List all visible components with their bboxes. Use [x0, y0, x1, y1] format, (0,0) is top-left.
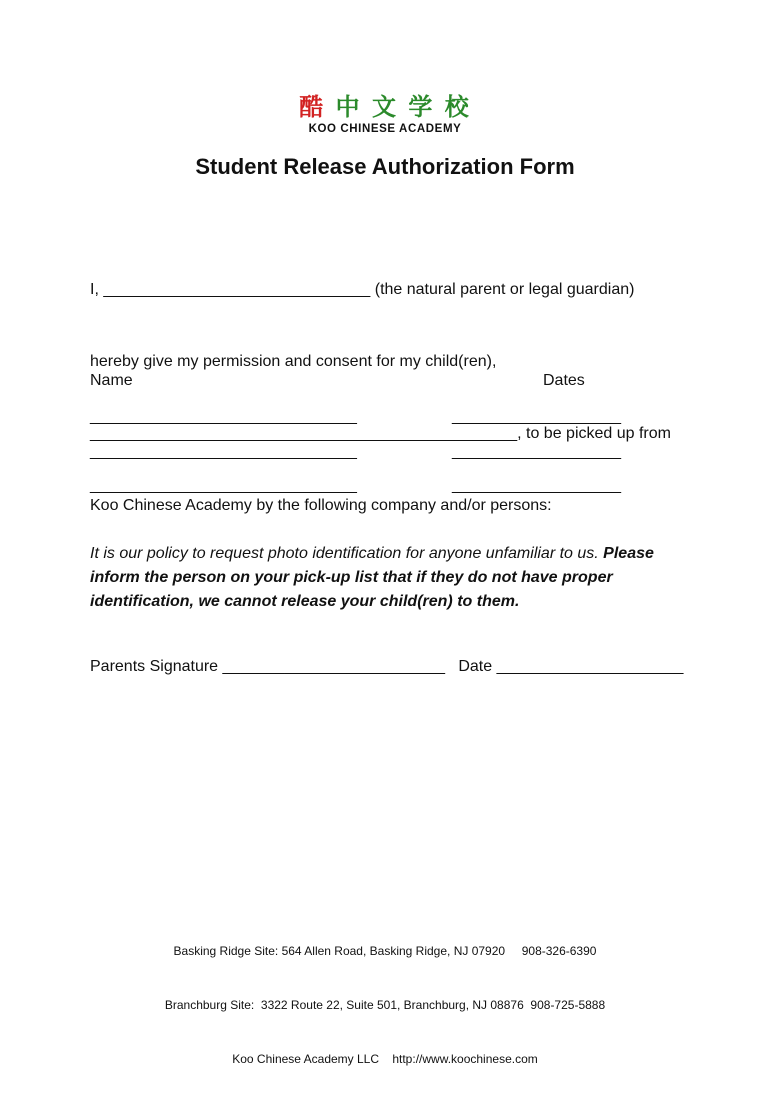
- footer-line-company: Koo Chinese Academy LLC http://www.koochinese.com: [232, 1052, 538, 1066]
- intro-line: I, ______________________________ (the natural parent or legal guardian): [90, 281, 635, 298]
- date-blank-line-2[interactable]: ___________________: [452, 443, 622, 460]
- logo-chinese-name: [0, 92, 770, 122]
- intro-line: hereby give my permission and consent for my child(ren),: [90, 353, 497, 370]
- intro-line: Koo Chinese Academy by the following company and/or persons:: [90, 497, 552, 514]
- footer-contact: [0, 906, 770, 1104]
- logo-english-name: KOO CHINESE ACADEMY: [308, 123, 462, 135]
- photo-id-policy: [90, 542, 690, 614]
- intro-paragraph: [90, 230, 690, 566]
- dates-column-heading: Dates: [543, 372, 585, 389]
- name-blank-line-2[interactable]: ______________________________: [90, 443, 357, 460]
- form-title: Student Release Authorization Form: [195, 154, 575, 179]
- signature-date-line[interactable]: Parents Signature _________________________ Date _____________________: [90, 658, 684, 675]
- name-blank-line-1[interactable]: ______________________________: [90, 408, 357, 425]
- logo-character-koo: 酷: [299, 93, 326, 121]
- name-column-heading: Name: [90, 372, 133, 389]
- date-blank-line-3[interactable]: ___________________: [452, 477, 622, 494]
- policy-italic-text: It is our policy to request photo identification for anyone unfamiliar to us.: [90, 545, 604, 562]
- policy-bold-text: Please inform the person on your pick-up list that if they do not have proper identification, we cannot release your child(ren) to them.: [90, 545, 654, 610]
- footer-line-basking-ridge: Basking Ridge Site: 564 Allen Road, Basking Ridge, NJ 07920 908-326-6390: [173, 944, 597, 958]
- date-blank-line-1[interactable]: ___________________: [452, 408, 622, 425]
- logo-characters: 中 文 学 校: [335, 93, 471, 121]
- footer-line-branchburg: Branchburg Site: 3322 Route 22, Suite 501, Branchburg, NJ 08876 908-725-5888: [164, 998, 606, 1012]
- name-blank-line-3[interactable]: ______________________________: [90, 477, 357, 494]
- intro-line: ________________________________________________, to be picked up from: [90, 425, 671, 442]
- academy-logo: [0, 92, 770, 135]
